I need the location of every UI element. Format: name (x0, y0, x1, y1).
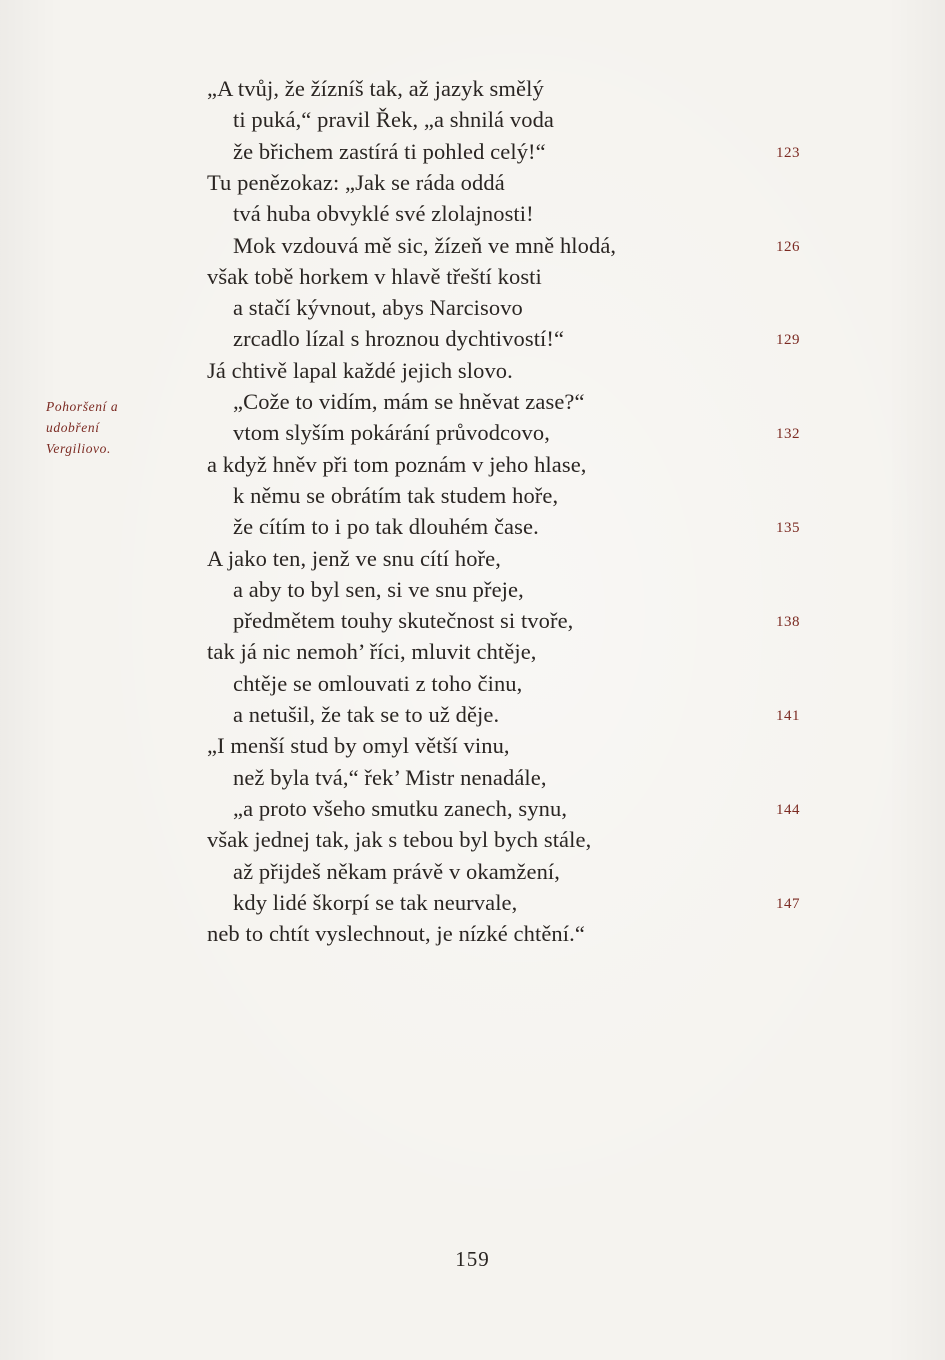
verse-line: tak já nic nemoh’ říci, mluvit chtěje, (207, 639, 537, 665)
verse-line: neb to chtít vyslechnout, je nízké chtění.“ (207, 921, 585, 947)
margin-note-line: Pohoršení a (46, 399, 119, 414)
verse-line: „a proto všeho smutku zanech, synu, (233, 795, 568, 821)
line-number: 144 (776, 801, 800, 818)
verse-line: než byla tvá,“ řek’ Mistr nenadále, (233, 764, 547, 790)
verse-line: a když hněv při tom poznám v jeho hlase, (207, 451, 587, 477)
page-number: 159 (455, 1247, 490, 1271)
margin-note-line: udobření (46, 420, 100, 435)
verse-line: zrcadlo lízal s hroznou dychtivostí!“ (233, 326, 565, 352)
verse-line: Mok vzdouvá mě sic, žízeň ve mně hlodá, (233, 232, 617, 258)
verse-line: „A tvůj, že žízníš tak, až jazyk smělý (207, 76, 544, 101)
verse-line: Tu penězokaz: „Jak se ráda oddá (207, 169, 505, 195)
verse-line: Já chtivě lapal každé jejich slovo. (207, 357, 513, 383)
line-number: 129 (776, 332, 800, 349)
margin-note (46, 396, 156, 459)
verse-line: k němu se obrátím tak studem hoře, (233, 482, 559, 508)
line-number: 126 (776, 238, 800, 255)
verse-line: předmětem touhy skutečnost si tvoře, (233, 608, 574, 634)
line-number: 147 (776, 895, 800, 912)
verse-line: chtěje se omlouvati z toho činu, (233, 670, 523, 696)
verse-line: tvá huba obvyklé své zlolajnosti! (233, 201, 534, 227)
line-number: 132 (776, 426, 800, 443)
verse-line: že cítím to i po tak dlouhém čase. (233, 514, 539, 540)
verse-line: vtom slyším pokárání průvodcovo, (233, 420, 550, 446)
verse-line: A jako ten, jenž ve snu cítí hoře, (207, 545, 501, 571)
verse-line: však jednej tak, jak s tebou byl bych stále, (207, 827, 592, 853)
line-number: 123 (776, 144, 800, 161)
line-number: 141 (776, 708, 800, 724)
verse-line: ti puká,“ pravil Řek, „a shnilá voda (233, 107, 555, 133)
verse-line: a aby to byl sen, si ve snu přeje, (233, 576, 524, 602)
verse-line: že břichem zastírá ti pohled celý!“ (233, 138, 546, 164)
verse-line: a netušil, že tak se to už děje. (233, 702, 500, 727)
verse-line: až přijdeš někam právě v okamžení, (233, 858, 561, 884)
verse-line: a stačí kývnout, abys Narcisovo (233, 295, 523, 321)
line-number: 138 (776, 614, 800, 631)
verse-line: „Cože to vidím, mám se hněvat zase?“ (233, 389, 585, 414)
verse-line: kdy lidé škorpí se tak neurvale, (233, 889, 518, 915)
line-number: 135 (776, 520, 800, 537)
verse-line: „I menší stud by omyl větší vinu, (207, 733, 510, 759)
margin-note-line: Vergiliovo. (46, 441, 111, 456)
verse-line: však tobě horkem v hlavě třeští kosti (207, 263, 542, 289)
